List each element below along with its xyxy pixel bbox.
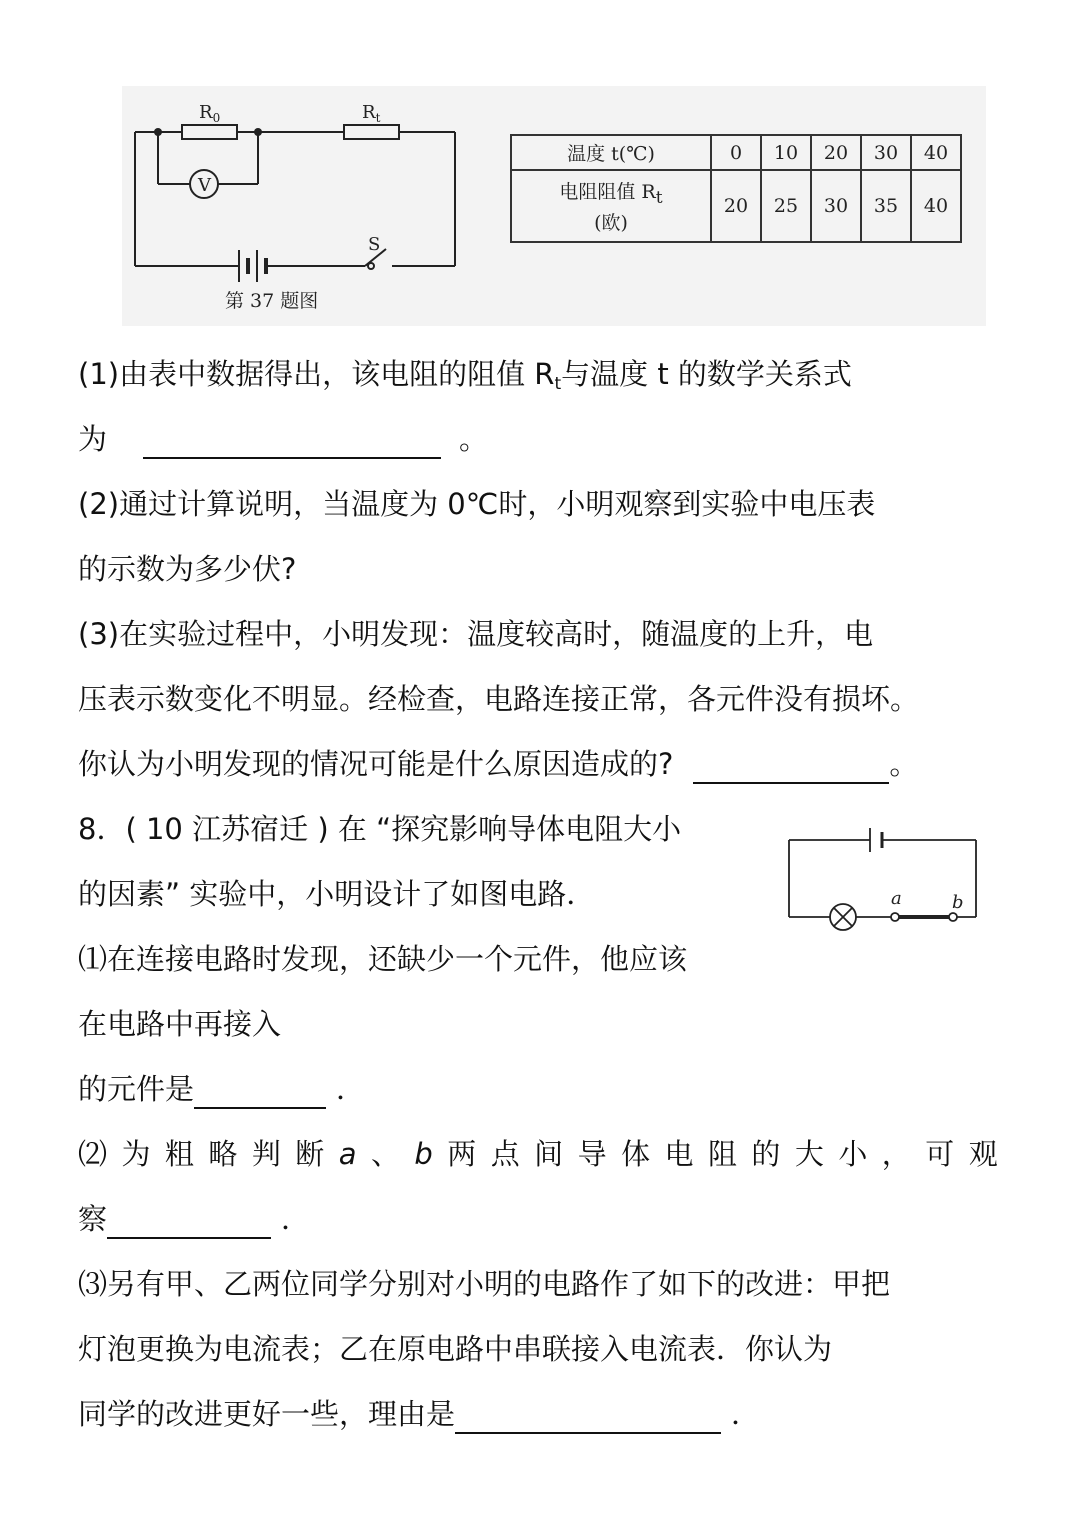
table-cell: 20 — [711, 170, 761, 242]
table-cell: 0 — [711, 135, 761, 170]
table-header-cell: 温度 t(℃) — [511, 135, 711, 170]
figure-caption: 第 37 题图 — [225, 290, 319, 312]
p8-part3-line3: 同学的改进更好一些，理由是 ． — [78, 1394, 760, 1434]
answer-blank[interactable] — [143, 427, 441, 459]
p8-part3-line2: 灯泡更换为电流表；乙在原电路中串联接入电流表．你认为 — [78, 1332, 833, 1366]
temperature-resistance-table — [510, 134, 962, 243]
table-cell: 35 — [861, 170, 911, 242]
point-a-label: a — [891, 888, 902, 909]
p8-part1-line3: 的元件是 ． — [78, 1069, 365, 1109]
junction-dot — [254, 128, 262, 136]
answer-blank[interactable] — [693, 752, 889, 784]
table-row — [511, 170, 961, 242]
answer-blank[interactable] — [455, 1402, 721, 1434]
q2-line1: (2)通过计算说明，当温度为 0℃时，小明观察到实验中电压表 — [78, 487, 876, 521]
p8-intro-line2: 的因素” 实验中，小明设计了如图电路． — [78, 877, 596, 911]
table-cell: 30 — [811, 170, 861, 242]
q3-line3: 你认为小明发现的情况可能是什么原因造成的? 。 — [78, 744, 918, 784]
p8-part2-line1: ⑵ 为 粗 略 判 断 a 、 b 两 点 间 导 体 电 阻 的 大 小 ， 可 观 — [78, 1137, 998, 1171]
table-cell: 10 — [761, 135, 811, 170]
table-row — [511, 135, 961, 170]
point-b-label: b — [952, 892, 964, 913]
p8-part1-line1: ⑴在连接电路时发现，还缺少一个元件，他应该 — [78, 942, 688, 976]
answer-blank[interactable] — [107, 1207, 271, 1239]
q2-line2: 的示数为多少伏? — [78, 552, 297, 586]
q3-line2: 压表示数变化不明显。经检查，电路连接正常，各元件没有损坏。 — [78, 682, 920, 716]
switch-label: S — [368, 234, 381, 255]
p8-part1-line2: 在电路中再接入 — [78, 1007, 282, 1041]
table-cell: 20 — [811, 135, 861, 170]
q3-line1: (3)在实验过程中，小明发现：温度较高时，随温度的上升，电 — [78, 617, 874, 651]
circuit-diagram-8 — [786, 826, 986, 938]
junction-dot — [154, 128, 162, 136]
q1-line1: (1)由表中数据得出，该电阻的阻值 $R_t$与温度 t 的数学关系式 — [78, 357, 852, 394]
answer-blank[interactable] — [194, 1077, 326, 1109]
table-cell: 25 — [761, 170, 811, 242]
table-cell: 40 — [911, 170, 961, 242]
rt-label: $R_t$ — [362, 102, 381, 125]
r0-label: $R_0$ — [199, 102, 221, 125]
table-header-cell: 电阻阻值 $R_t$ (欧) — [511, 170, 711, 242]
table-cell: 40 — [911, 135, 961, 170]
q1-line2: 为 。 — [78, 419, 488, 459]
p8-part3-line1: ⑶另有甲、乙两位同学分别对小明的电路作了如下的改进：甲把 — [78, 1267, 891, 1301]
voltmeter-symbol: V — [198, 175, 211, 196]
table-cell: 30 — [861, 135, 911, 170]
p8-part2-line2: 察 ． — [78, 1199, 310, 1239]
p8-intro-line1: 8．( 10 江苏宿迁 ) 在 “探究影响导体电阻大小 — [78, 812, 682, 846]
